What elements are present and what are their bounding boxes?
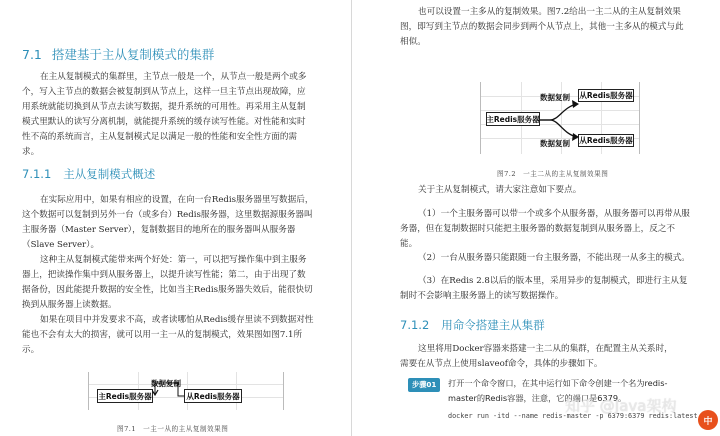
key-points-intro [418,183,718,198]
text-line: 能。 [400,239,418,249]
text-line: （Slave Server）。 [22,240,100,250]
text-line: （2）一台从服务器只能跟随一台主服务器，不能出现一从多主的模式。 [418,253,690,263]
text-line: master的Redis容器，注意，它的端口是6379。 [448,393,627,403]
section-number: 7.1 [22,47,42,62]
left-page [0,0,352,436]
text-line: 在主从复制模式的集群里，主节点一般是一个，从节点一般是两个或多 [40,72,307,82]
text-line: 主服务器（Master Server），复制数据目的地所在的服务器叫从服务器 [22,225,296,235]
text-line: 示。 [22,345,40,355]
benefits-paragraph [22,253,332,313]
figure-7-1-caption: 图7.1 一主一从的主从复制效果图 [117,425,229,433]
text-line: 如果在项目中并发要求不高，或者读哪怕从Redis缓存里读不到数据对性 [40,315,314,325]
section-number: 7.1.1 [22,167,52,181]
text-line: 据备份，因此能提升数据的安全性，比如当主Redis服务器失效后，能很快切 [22,285,313,295]
text-line: 关于主从复制模式，请大家注意如下要点。 [418,185,582,195]
key-point-1 [400,207,710,252]
figure-7-2-caption: 图7.2 一主二从的主从复制效果图 [497,170,609,178]
text-line: 个，写入主节点的数据会被复制到从节点上，这样一旦主节点出现故障，应 [22,87,306,97]
text-line: 器上，把读操作集中到从服务器上，以提升读写性能；第二，由于出现了数 [22,270,306,280]
zhihu-watermark: 知乎 @Java架构 [565,397,677,415]
text-line: 制时不会影响主服务器上的读写数据操作。 [400,291,564,301]
intro-paragraph [22,70,332,160]
text-line: 模式里默认的读写分离机制，就能提升系统的缓存读写性能。对性能和实时 [22,117,306,127]
text-line: 换到从服务器上读数据。 [22,300,117,310]
text-line: 求。 [22,147,40,157]
master-server-box: 主Redis服务器 [486,112,540,126]
text-line: 务器，但在复制数据时只能把主服务器的数据复制到从服务器上，反之不 [400,224,676,234]
section-title: 搭建基于主从复制模式的集群 [51,47,215,62]
docker-run-command: docker run -itd --name redis-master -p 6379:6379 redis:latest [448,412,698,420]
text-line: 需要在从节点上使用slaveof命令，具体的步骤如下。 [400,359,603,369]
overview-paragraph [22,193,332,253]
section-title: 主从复制模式概述 [63,167,156,181]
replication-label: 数据复制 [151,379,181,388]
text-line: 相似。 [400,37,426,47]
key-point-2 [400,251,718,266]
step-01-badge: 步骤01 [408,378,440,392]
text-line: 打开一个命令窗口，在其中运行如下命令创建一个名为redis- [448,378,668,388]
replication-label-bottom: 数据复制 [540,139,570,148]
replication-arrows [539,100,581,142]
text-line: 性不高的系统而言，主从复制模式足以满足一般的性能和安全性方面的需 [22,132,298,142]
section-heading-7-1-2 [400,317,545,333]
text-line: 也可以设置一主多从的复制效果。图7.2给出一主二从的主从复制效果 [418,7,681,17]
key-point-3 [400,274,710,304]
text-line: 图，即写到主节点的数据会同步到两个从节点上，其他一主多从的模式与此 [400,22,684,32]
master-server-box: 主Redis服务器 [97,389,153,403]
multi-slave-paragraph [400,5,710,50]
text-line: 在实际应用中，如果有相应的设置，在向一台Redis服务器里写数据后， [40,195,314,205]
section-heading-7-1-1 [22,166,155,182]
one-master-one-slave-paragraph [22,313,332,358]
section-title: 用命令搭建主从集群 [441,318,545,332]
text-line: 能也不会有太大的损害，就可以用一主一从的复制模式，效果图如图7.1所 [22,330,303,340]
slave-server-box: 从Redis服务器 [184,389,242,403]
corner-badge-icon: 中 [698,410,718,430]
section-heading-7-1 [22,45,214,63]
section-number: 7.1.2 [400,318,430,332]
text-line: 这种主从复制模式能带来两个好处：第一，可以把写操作集中到主服务 [40,255,307,265]
text-line: （3）在Redis 2.8以后的版本里，采用异步的复制模式，即进行主从复 [418,276,688,286]
replication-arrow [152,380,186,402]
text-line: 这里将用Docker容器来搭建一主二从的集群，在配置主从关系时， [418,344,673,354]
text-line: （1）一个主服务器可以带一个或多个从服务器，从服务器可以再带从服 [418,209,690,219]
text-line: 这个数据可以复制到另外一台（或多台）Redis服务器，这里数据源服务器叫 [22,210,313,220]
slave-server-box-bottom: 从Redis服务器 [579,136,633,145]
text-line: 用系统就能切换到从节点去读写数据，提升系统的可用性。再采用主从复制 [22,102,306,112]
right-page [362,0,720,436]
docker-setup-paragraph [400,342,710,372]
slave-server-box-top: 从Redis服务器 [579,91,633,100]
replication-label-top: 数据复制 [540,93,570,102]
